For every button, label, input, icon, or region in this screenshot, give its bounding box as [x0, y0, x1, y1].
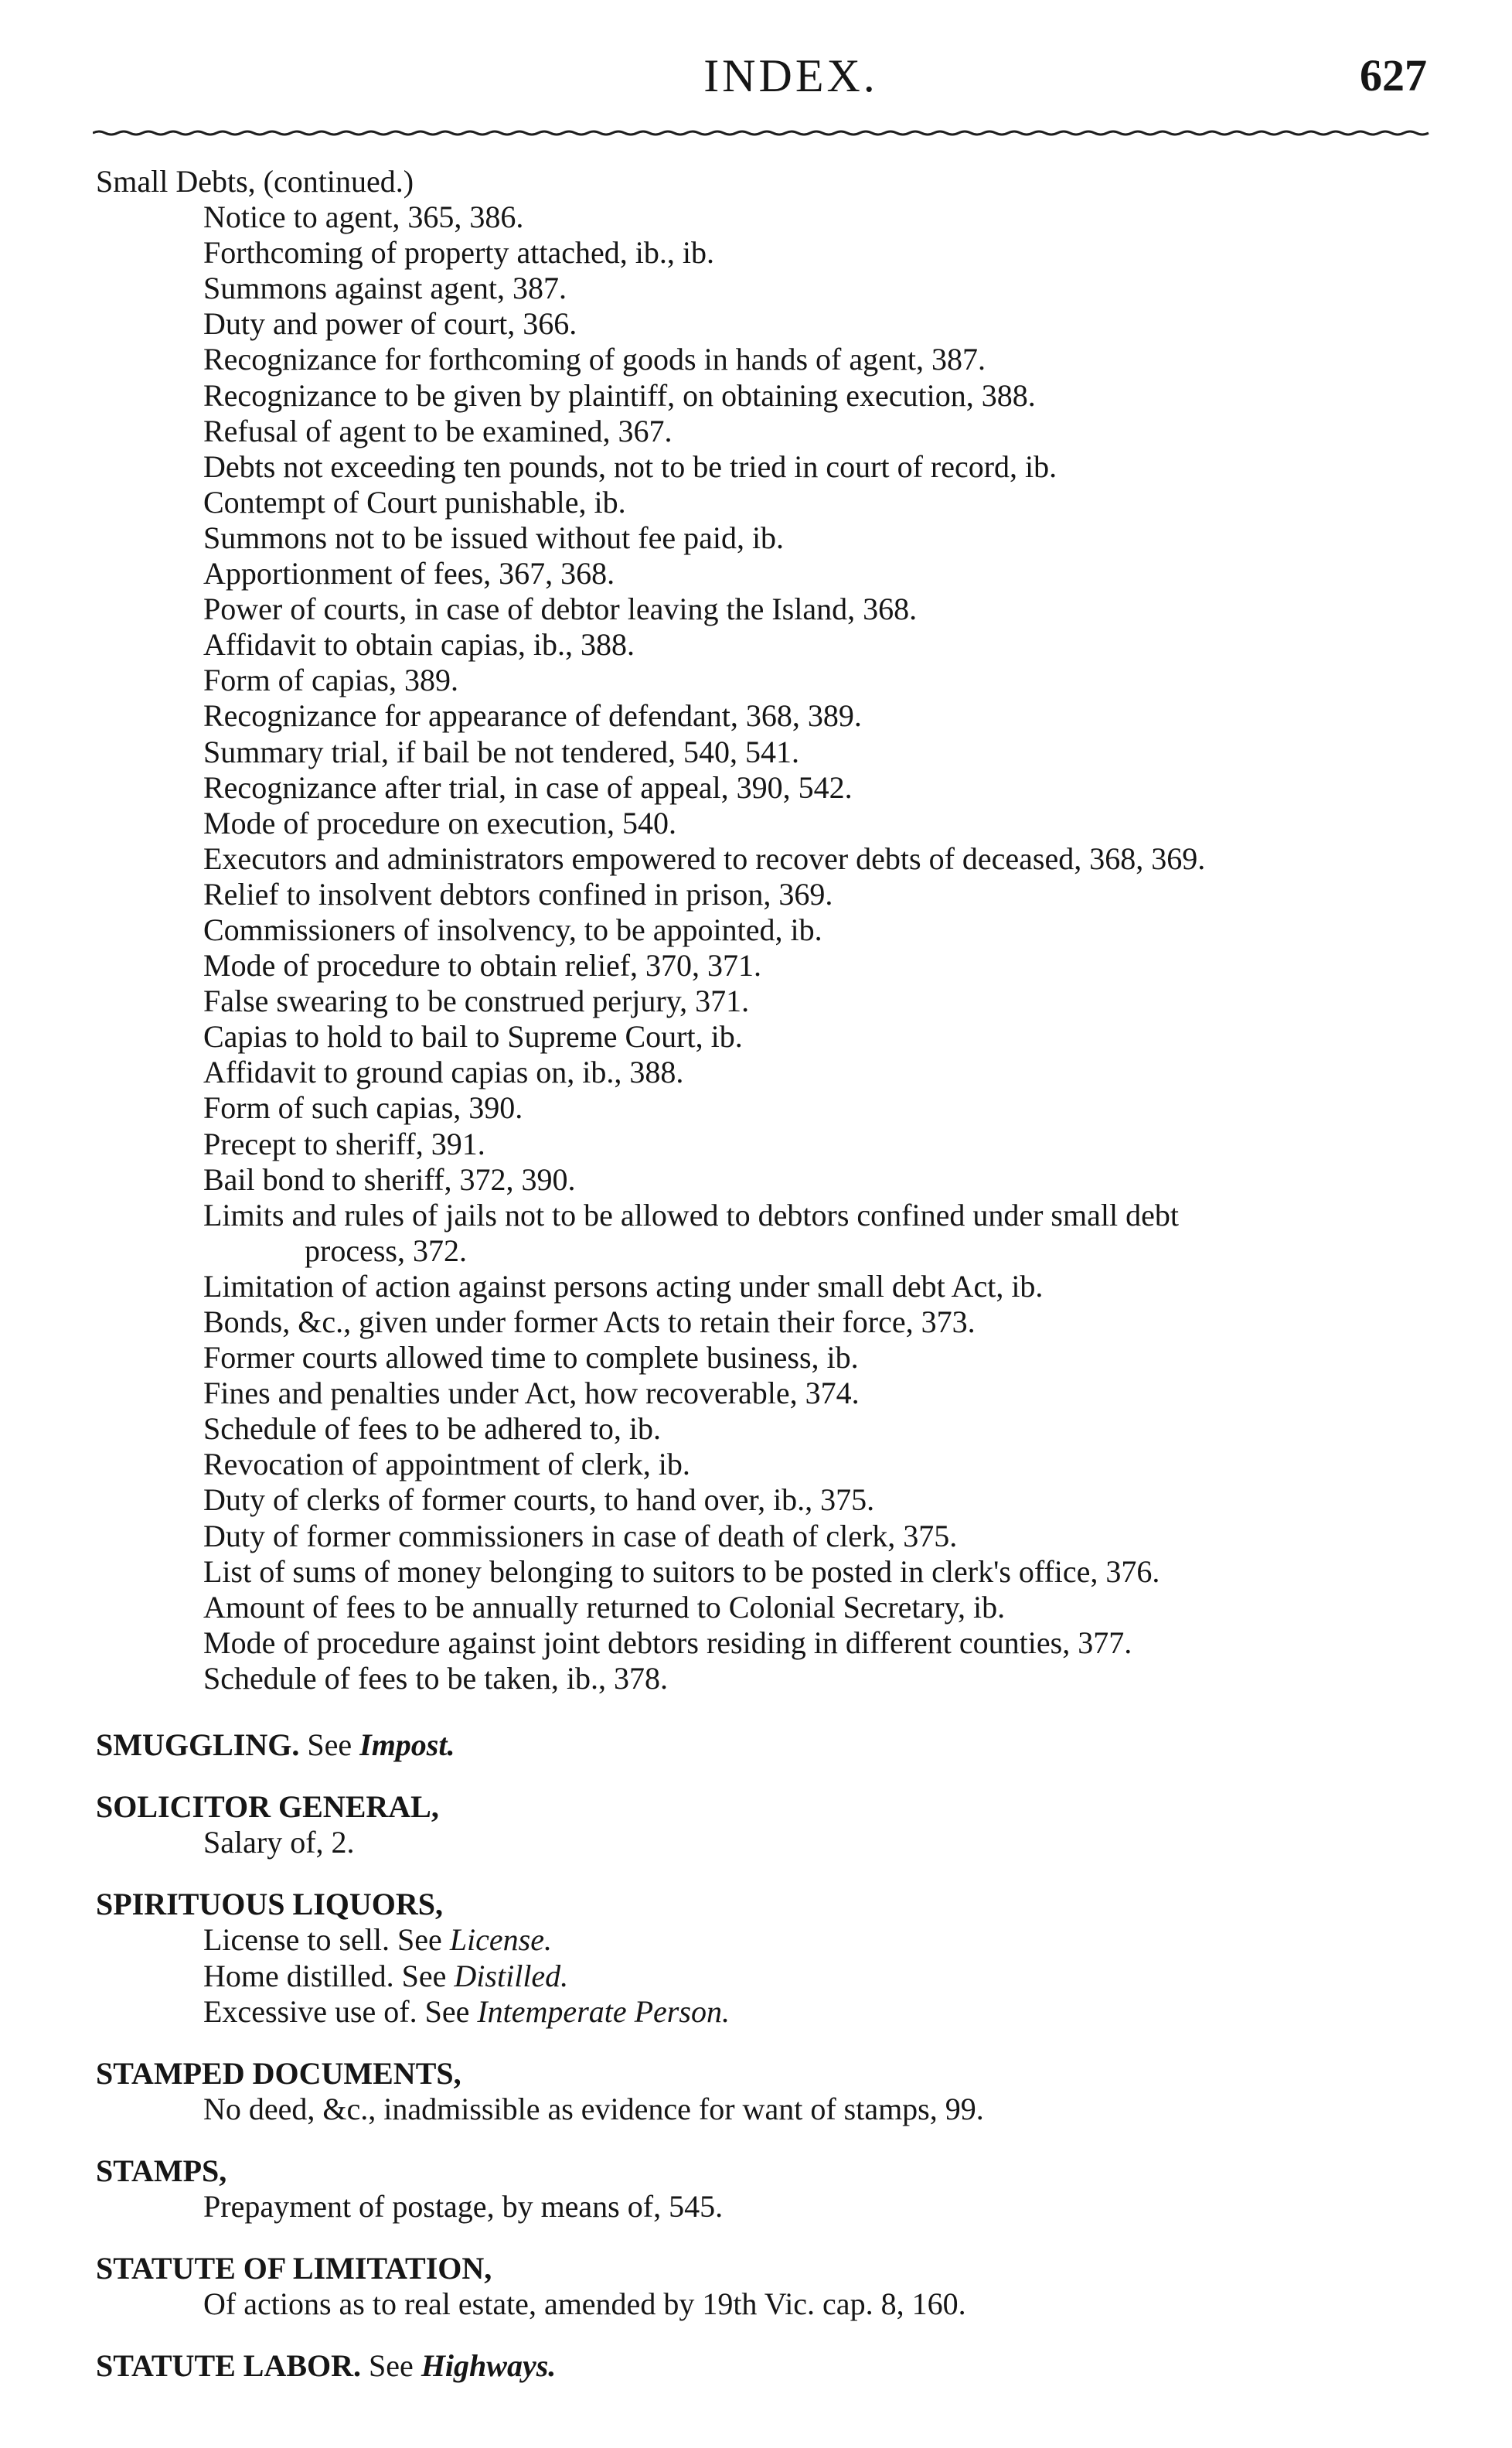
- see-label: See: [369, 2348, 414, 2384]
- index-item: Commissioners of insolvency, to be appointed, ib.: [203, 912, 822, 947]
- entry-heading: STAMPS,: [96, 2153, 227, 2188]
- entry-heading: Small Debts, (continued.): [96, 164, 414, 199]
- index-item: Duty of former commissioners in case of death of clerk, 375.: [203, 1518, 958, 1553]
- header-rule: [93, 130, 1430, 138]
- spacer: [0, 2030, 1512, 2056]
- see-label: See: [424, 1993, 470, 2029]
- index-item: Refusal of agent to be examined, 367.: [203, 413, 673, 448]
- index-item: Capias to hold to bail to Supreme Court, ib.: [203, 1019, 743, 1055]
- index-item: Prepayment of postage, by means of, 545.: [203, 2188, 724, 2224]
- index-item: Of actions as to real estate, amended by 19th Vic. cap. 8, 160.: [203, 2286, 966, 2322]
- see-label: See: [401, 1958, 447, 1993]
- entry-stamped-documents: [0, 2056, 1512, 2127]
- index-item: Affidavit to obtain capias, ib., 388.: [203, 627, 635, 663]
- index-item: Summons not to be issued without fee paid, ib.: [203, 520, 785, 555]
- index-item: Mode of procedure against joint debtors residing in different counties, 377.: [203, 1625, 1132, 1660]
- cross-reference: Highways.: [421, 2348, 557, 2384]
- entry-heading: SMUGGLING.: [96, 1727, 300, 1763]
- see-label: See: [397, 1922, 442, 1958]
- index-item: Contempt of Court punishable, ib.: [203, 484, 626, 520]
- index-item: Revocation of appointment of clerk, ib.: [203, 1447, 690, 1482]
- page-header: [0, 46, 1512, 108]
- index-item: Debts not exceeding ten pounds, not to be tried in court of record, ib.: [203, 448, 1057, 484]
- index-item: Recognizance after trial, in case of appeal, 390, 542.: [203, 769, 853, 805]
- item-text: License to sell.: [203, 1922, 390, 1958]
- index-item: Schedule of fees to be adhered to, ib.: [203, 1411, 662, 1447]
- cross-reference: License.: [449, 1922, 552, 1958]
- index-item: Recognizance to be given by plaintiff, on obtaining execution, 388.: [203, 377, 1036, 413]
- index-item: Duty and power of court, 366.: [203, 306, 577, 342]
- entry-smuggling: [0, 1727, 1512, 1763]
- cross-reference: Distilled.: [454, 1958, 569, 1993]
- index-item: [0, 1994, 1512, 2030]
- index-item: Amount of fees to be annually returned to Colonial Secretary, ib.: [203, 1589, 1006, 1625]
- index-item: Notice to agent, 365, 386.: [203, 199, 524, 235]
- index-item: Precept to sheriff, 391.: [203, 1126, 485, 1161]
- index-item: Relief to insolvent debtors confined in prison, 369.: [203, 876, 833, 912]
- index-item: Limits and rules of jails not to be allowed to debtors confined under small debt: [203, 1197, 1179, 1233]
- entry-heading: STAMPED DOCUMENTS,: [96, 2055, 461, 2091]
- running-title: INDEX.: [703, 50, 878, 101]
- spacer: [0, 2127, 1512, 2153]
- entry-heading: SPIRITUOUS LIQUORS,: [96, 1887, 444, 1922]
- index-item-continuation: process, 372.: [305, 1233, 467, 1268]
- cross-reference: Impost.: [359, 1727, 455, 1763]
- spacer: [0, 1696, 1512, 1727]
- entry-stamps: [0, 2153, 1512, 2225]
- index-item: Apportionment of fees, 367, 368.: [203, 556, 615, 592]
- entry-statute-labor: [0, 2348, 1512, 2384]
- entry-heading: SOLICITOR GENERAL,: [96, 1789, 439, 1825]
- entry-statute-of-limitation: [0, 2251, 1512, 2322]
- index-item: Salary of, 2.: [203, 1825, 355, 1860]
- index-item: Mode of procedure to obtain relief, 370, 371.: [203, 948, 762, 984]
- index-item: Affidavit to ground capias on, ib., 388.: [203, 1055, 684, 1090]
- index-item: Power of courts, in case of debtor leaving the Island, 368.: [203, 592, 918, 627]
- index-item: Summons against agent, 387.: [203, 271, 567, 306]
- page-number: 627: [1360, 50, 1427, 101]
- index-item: Former courts allowed time to complete business, ib.: [203, 1340, 859, 1376]
- index-item: Summary trial, if bail be not tendered, 540, 541.: [203, 734, 799, 769]
- index-item: Fines and penalties under Act, how recoverable, 374.: [203, 1376, 860, 1411]
- index-item: Mode of procedure on execution, 540.: [203, 805, 677, 840]
- index-item: Bonds, &c., given under former Acts to retain their force, 373.: [203, 1304, 976, 1339]
- index-item: No deed, &c., inadmissible as evidence for want of stamps, 99.: [203, 2091, 984, 2126]
- spacer: [0, 1860, 1512, 1887]
- index-item: [0, 1922, 1512, 1958]
- spacer: [0, 2322, 1512, 2348]
- index-content: [0, 164, 1512, 2384]
- item-text: Home distilled.: [203, 1958, 394, 1993]
- index-item: [0, 1959, 1512, 1994]
- entry-spirituous-liquors: [0, 1887, 1512, 2029]
- item-text: Excessive use of.: [203, 1993, 417, 2029]
- entry-heading: STATUTE OF LIMITATION,: [96, 2251, 492, 2286]
- spacer: [0, 1763, 1512, 1789]
- index-item: Recognizance for forthcoming of goods in hands of agent, 387.: [203, 342, 986, 377]
- entry-heading: STATUTE LABOR.: [96, 2348, 362, 2384]
- index-item: Forthcoming of property attached, ib., ib.: [203, 235, 714, 271]
- index-item: Executors and administrators empowered to recover debts of deceased, 368, 369.: [203, 840, 1206, 876]
- index-item: Form of such capias, 390.: [203, 1090, 523, 1126]
- index-item: Duty of clerks of former courts, to hand over, ib., 375.: [203, 1482, 875, 1518]
- index-item: Limitation of action against persons acting under small debt Act, ib.: [203, 1268, 1044, 1304]
- index-item: False swearing to be construed perjury, 371.: [203, 984, 750, 1019]
- entry-small-debts: [0, 164, 1512, 1696]
- index-item: List of sums of money belonging to suitors to be posted in clerk's office, 376.: [203, 1553, 1160, 1589]
- index-item: Schedule of fees to be taken, ib., 378.: [203, 1660, 668, 1696]
- index-item: Bail bond to sheriff, 372, 390.: [203, 1161, 576, 1197]
- see-label: See: [307, 1727, 352, 1763]
- spacer: [0, 2225, 1512, 2251]
- cross-reference: Intemperate Person.: [477, 1993, 730, 2029]
- index-item: Recognizance for appearance of defendant, 368, 389.: [203, 698, 862, 734]
- index-item: Form of capias, 389.: [203, 663, 458, 698]
- entry-solicitor-general: [0, 1789, 1512, 1860]
